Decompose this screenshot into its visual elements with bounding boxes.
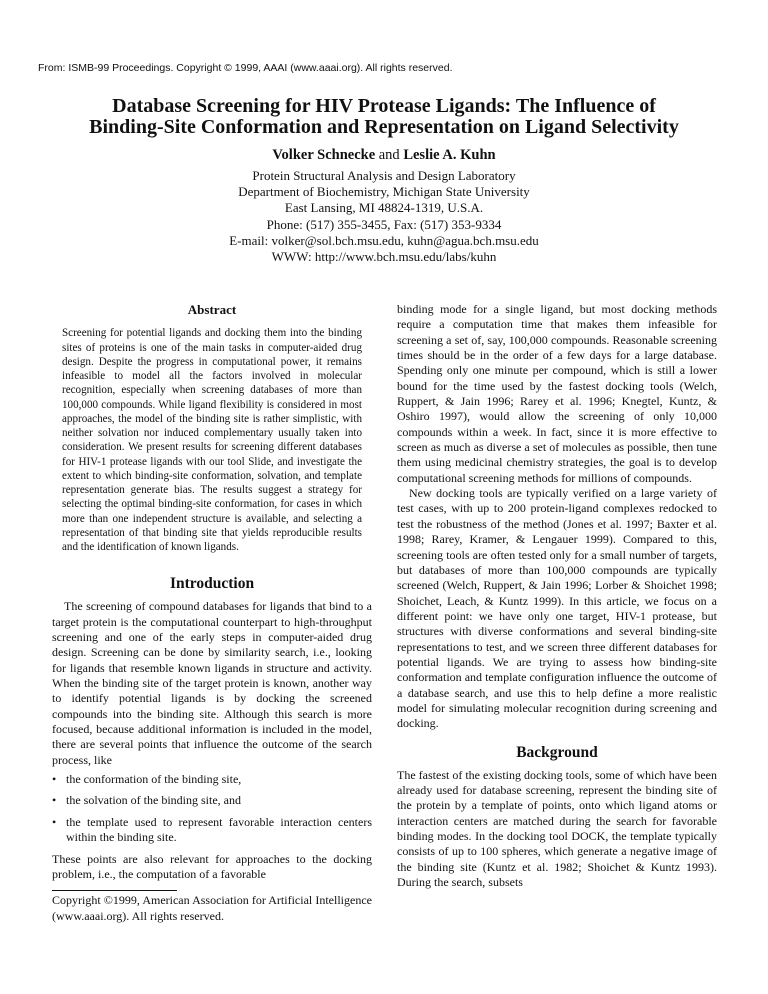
list-item-text: the conformation of the binding site, [66, 772, 242, 787]
author-1: Volker Schnecke [272, 147, 376, 163]
abstract-heading: Abstract [187, 302, 237, 317]
copyright-footnote: Copyright ©1999, American Association for Artificial Intelligence (www.aaai.org). All rights reserved. [52, 893, 372, 923]
phone-line: Phone: (517) 355-3455, Fax: (517) 353-9334 [266, 216, 502, 232]
authors [0, 146, 768, 164]
footnote-rule [52, 890, 177, 891]
background-paragraph: The fastest of the existing docking tools, some of which have been already used for database screening, represent the binding site of the protein by a template of points, onto which ligand atoms or interaction centers are matched during the search for favorable binding modes. In the docking tool DOCK, the template typically consists of up to 100 spheres, which generate a negative image of the binding site (Kuntz et al. 1982; Shoichet & Kuntz 1993). During the search, subsets [397, 767, 717, 890]
affiliation-line: Protein Structural Analysis and Design Laboratory [252, 168, 516, 183]
list-item-text: the template used to represent favorable interaction centers within the binding site. [66, 814, 372, 845]
title-line-1: Database Screening for HIV Protease Ligands: The Influence of [112, 95, 656, 117]
author-2: Leslie A. Kuhn [403, 147, 496, 163]
list-item-text: the solvation of the binding site, and [66, 793, 241, 808]
title-block [0, 96, 768, 265]
source-line: From: ISMB-99 Proceedings. Copyright © 1999, AAAI (www.aaai.org). All rights reserved. [38, 62, 453, 74]
email-line: E-mail: volker@sol.bch.msu.edu, kuhn@agua.bch.msu.edu [229, 232, 539, 248]
introduction-heading: Introduction [169, 575, 255, 593]
intro-paragraph: The screening of compound databases for ligands that bind to a target protein is the computational counterpart to high-throughput screening and one of the early steps in computer-aided drug design. Screening can be done by similarity search, i.e., looking for ligands that resemble known ligands in structure and activity. When the binding site of the target protein is known, another way to identify potential ligands is by docking the screened compounds into the binding site. Although this search is more focused, because additional information is included in the model, there are several points that influence the outcome of the search process, like [52, 599, 372, 767]
paper-title [0, 96, 768, 138]
www-line: WWW: http://www.bch.msu.edu/labs/kuhn [271, 249, 497, 265]
affiliation-line: East Lansing, MI 48824-1319, U.S.A. [284, 200, 484, 216]
left-column [52, 302, 372, 924]
abstract-text: Screening for potential ligands and docking them into the binding sites of proteins is one of the main tasks in computer-aided drug design. Despite the progress in computational power, it remains infeasible to model all the factors involved in molecular recognition, especially when screening databases of more than 100,000 compounds. While ligand flexibility is considered in most approaches, the model of the binding site is rather simplistic, with neither solvation nor induced complementary usually taken into consideration. We present results for screening different databases for HIV-1 protease ligands with our tool Slide, and investigate the extent to which binding-site conformation, solvation, and template representation generate bias. The results suggest a strategy for selecting the optimal binding-site conformation, for cases in which more than one independent structure is available, and selecting a representation of that binding site that yields reproducible results and the identification of known ligands. [62, 327, 362, 554]
body-paragraph: New docking tools are typically verified on a large variety of test cases, with up to 200 protein-ligand complexes redocked to test the robustness of the method (Jones et al. 1997; Baxter et al. 1998; Rarey, Kramer, & Lengauer 1999). Compared to this, screening tools are often tested only for a small number of targets, but databases of more than 100,000 compounds are typically screened (Welch, Ruppert, & Jain 1996; Lorber & Shoichet 1998; Shoichet, Leach, & Kuntz 1999). In this article, we focus on a different point: we have only one target, HIV-1 protease, but structures with diverse conformations and several binding-site representations to test, and we screen three different databases for potential ligands. We are trying to assess how binding-site conformation and template configuration influence the outcome of a database search, and use this to help define a more realistic model for simulating molecular recognition during screening and docking. [397, 486, 717, 731]
list-item [52, 793, 372, 808]
affiliation [0, 168, 768, 265]
bullet-marker: • [52, 814, 57, 829]
bullet-marker: • [52, 793, 57, 808]
intro-paragraph: These points are also relevant for approaches to the docking problem, i.e., the computation of a favorable [52, 851, 372, 881]
body-paragraph: binding mode for a single ligand, but most docking methods require a computation time that makes them infeasible for screening a set of, say, 100,000 compounds. Reasonable screening times should be in the order of a few days for a large database. Spending only one minute per compound, which is still a lower bound for the time used by the fastest docking tools (Welch, Ruppert, & Jain 1996; Rarey et al. 1996; Knegtel, Kuntz, & Oshiro 1997), would allow the screening of only 10,000 compounds within a week. In fact, since it is more effective to screen as much as diverse a set of molecules as possible, then tune them using medicinal chemistry strategies, the goal is to develop computational screening methods for millions of compounds. [397, 302, 717, 485]
bullet-marker: • [52, 772, 57, 787]
list-item [52, 815, 372, 846]
list-item [52, 772, 372, 787]
right-column [397, 302, 717, 890]
intro-bullet-list [52, 772, 372, 845]
background-heading: Background [516, 743, 598, 761]
affiliation-line: Department of Biochemistry, Michigan State University [238, 184, 530, 200]
title-line-2: Binding-Site Conformation and Representation on Ligand Selectivity [89, 116, 679, 138]
author-conjunction: and [378, 147, 400, 163]
